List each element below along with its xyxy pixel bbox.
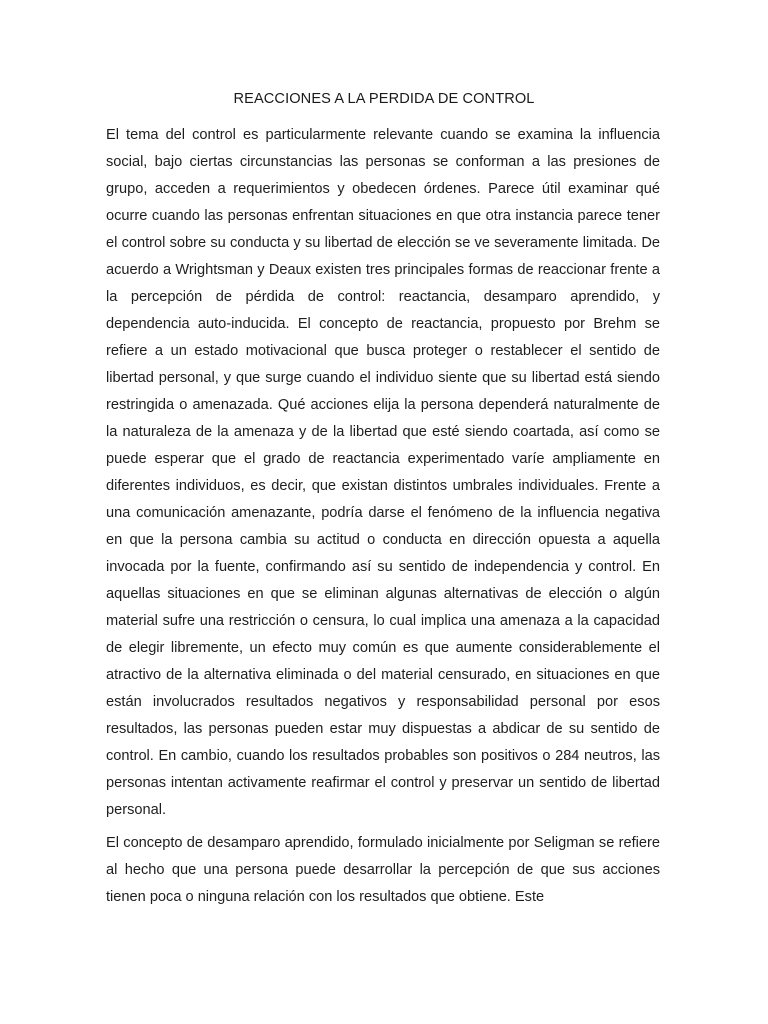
paragraph-desamparo: El concepto de desamparo aprendido, formulado inicialmente por Seligman se refiere al hecho que una persona puede desarrollar la percepción de que sus acciones tienen poca o ninguna relación con los resultados que obtiene. Este xyxy=(106,835,660,905)
document-title: REACCIONES A LA PERDIDA DE CONTROL xyxy=(233,91,535,107)
paragraph-reactancia: El tema del control es particularmente relevante cuando se examina la influencia social, bajo ciertas circunstancias las personas se conforman a las presiones de grupo, acceden a requerimientos y obedecen órdenes. Parece útil examinar qué ocurre cuando las personas enfrentan situaciones en que otra instancia parece tener el control sobre su conducta y su libertad de elección se ve severamente limitada. De acuerdo a Wrightsman y Deaux existen tres principales formas de reaccionar frente a la percepción de pérdida de control: reactancia, desamparo aprendido, y dependencia auto-inducida. El concepto de reactancia, propuesto por Brehm se refiere a un estado motivacional que busca proteger o restablecer el sentido de libertad personal, y que surge cuando el individuo siente que su libertad está siendo restringida o amenazada. Qué acciones elija la persona dependerá naturalmente de la naturaleza de la amenaza y de la libertad que esté siendo coartada, así como se puede esperar que el grado de reactancia experimentado varíe ampliamente en diferentes individuos, es decir, que existan distintos umbrales individuales. Frente a una comunicación amenazante, podría darse el fenómeno de la influencia negativa en que la persona cambia su actitud o conducta en dirección opuesta a aquella invocada por la fuente, confirmando así su sentido de independencia y control. En aquellas situaciones en que se eliminan algunas alternativas de elección o algún material sufre una restricción o censura, lo cual implica una amenaza a la capacidad de elegir libremente, un efecto muy común es que aumente considerablemente el atractivo de la alternativa eliminada o del material censurado, en situaciones en que están involucrados resultados negativos y responsabilidad personal por esos resultados, las personas pueden estar muy dispuestas a abdicar de su sentido de control. En cambio, cuando los resultados probables son positivos o 284 neutros, las personas intentan activamente reafirmar el control y preservar un sentido de libertad personal. xyxy=(106,127,660,818)
